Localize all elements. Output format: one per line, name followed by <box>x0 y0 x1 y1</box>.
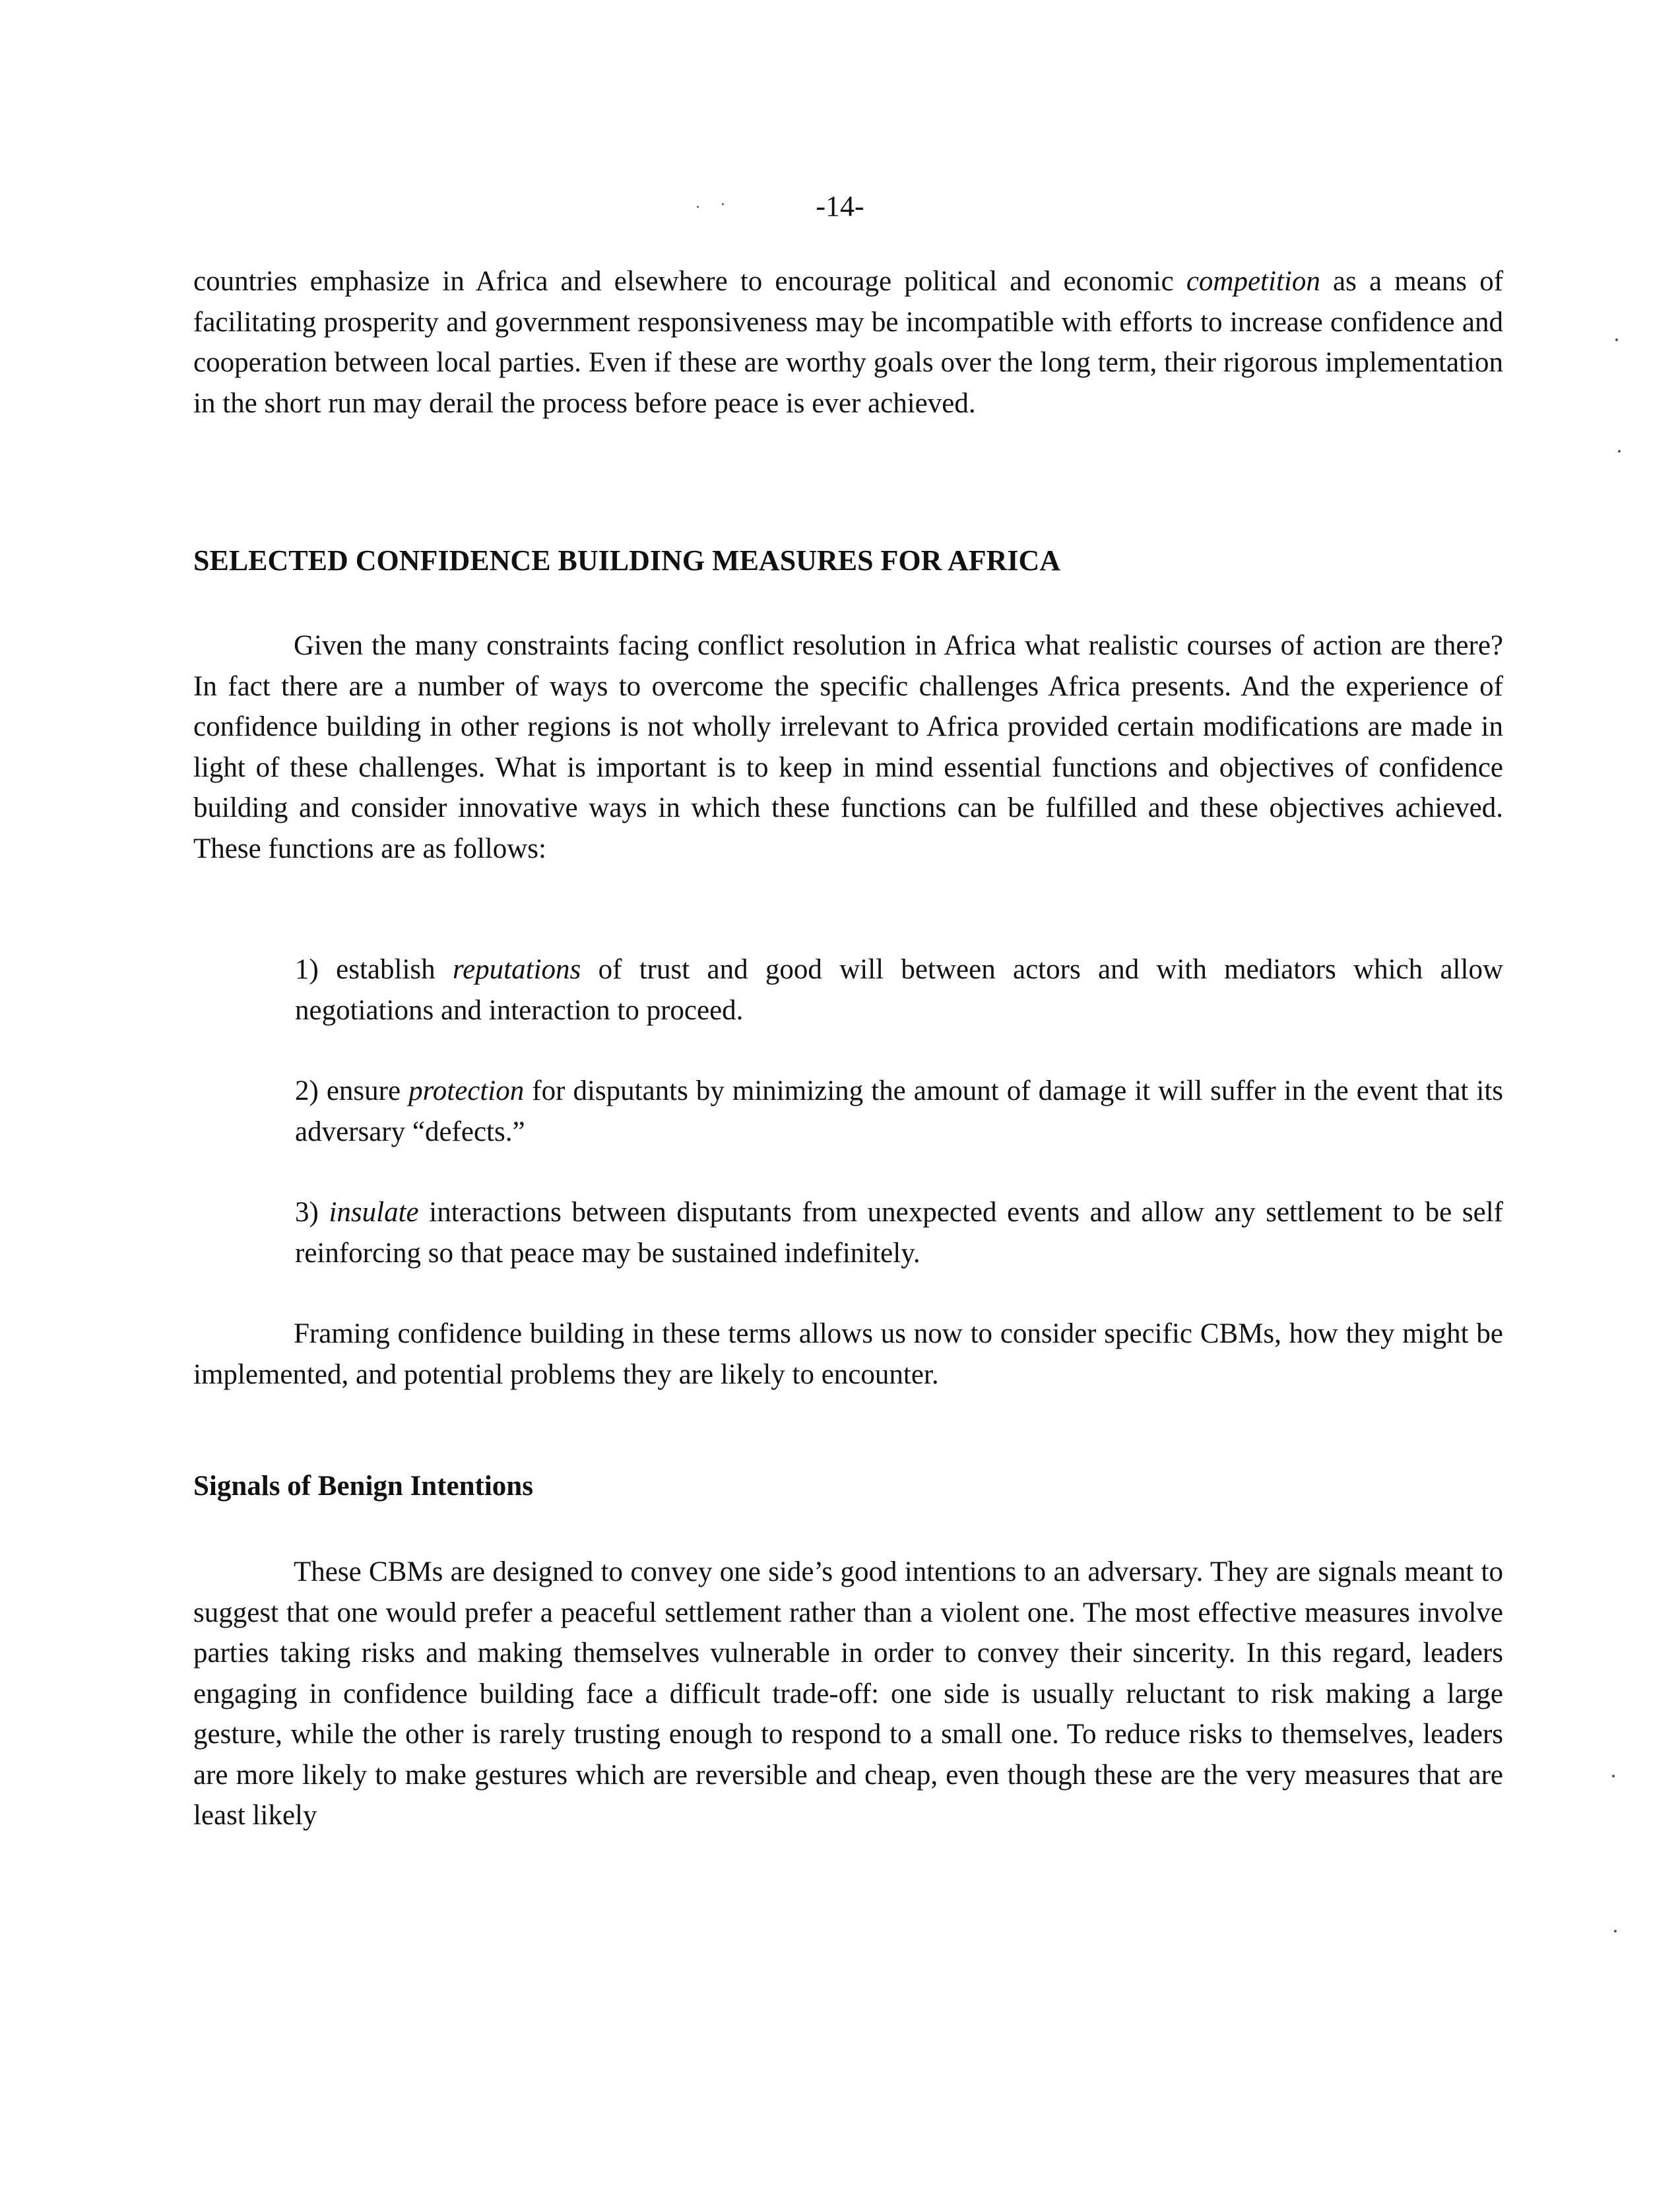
closing-paragraph-text: Framing confidence building in these terms allows us now to consider specific CBMs, how they might be implemented, and potential problems they are likely to encounter. <box>193 1318 1503 1390</box>
list-item <box>295 949 1503 1031</box>
list-item-prefix: 1) establish <box>295 954 453 985</box>
intro-paragraph-text <box>193 261 1503 424</box>
scan-speck <box>1615 338 1618 341</box>
closing-paragraph <box>193 1314 1503 1395</box>
intro-text-part2: as a means of facilitating prosperity and government responsiveness may be incompatible with efforts to increase confidence and cooperation between local parties. Even if these are worthy goals over the long term, their rigorous implementation in the short run may derail the process before peace is ever achieved. <box>193 266 1504 419</box>
scan-speck <box>1618 450 1621 453</box>
list-item-italic: reputations <box>452 954 581 985</box>
list-item-suffix: for disputants by minimizing the amount of damage it will suffer in the event that its adversary “defects.” <box>295 1075 1504 1147</box>
page-number: -14- <box>816 190 864 222</box>
scan-speck <box>1614 1930 1617 1932</box>
list-item-suffix: interactions between disputants from unexpected events and allow any settlement to be self reinforcing so that peace may be sustained indefinitely. <box>295 1197 1503 1269</box>
list-item-italic: insulate <box>329 1197 419 1228</box>
scan-speck <box>722 203 724 205</box>
intro-text-italic: competition <box>1186 266 1320 297</box>
intro-text-part1: countries emphasize in Africa and elsewhere to encourage political and economic <box>193 266 1186 297</box>
list-item-prefix: 3) <box>295 1197 329 1228</box>
section-paragraph-text: Given the many constraints facing conflict resolution in Africa what realistic courses of action are there? In fact there are a number of ways to overcome the specific challenges Africa presents. And the experience of confidence building in other regions is not wholly irrelevant to Africa provided certain modifications are made in light of these challenges. What is important is to keep in mind essential functions and objectives of confidence building and consider innovative ways in which these functions can be fulfilled and these objectives achieved. These functions are as follows: <box>193 630 1503 864</box>
subsection-paragraph <box>193 1552 1503 1836</box>
subsection-heading: Signals of Benign Intentions <box>193 1471 533 1502</box>
list-item-suffix: of trust and good will between actors and with mediators which allow negotiations and interaction to proceed. <box>295 954 1503 1026</box>
intro-paragraph <box>193 261 1503 424</box>
list-item-italic: protection <box>408 1075 525 1106</box>
list-item <box>295 1192 1503 1273</box>
subsection-paragraph-text: These CBMs are designed to convey one side’s good intentions to an adversary. They are signals meant to suggest that one would prefer a peaceful settlement rather than a violent one. The most effective measures involve parties taking risks and making themselves vulnerable in order to convey their sincerity. In this regard, leaders engaging in confidence building face a difficult trade-off: one side is usually reluctant to risk making a large gesture, while the other is rarely trusting enough to respond to a small one. To reduce risks to themselves, leaders are more likely to make gestures which are reversible and cheap, even though these are the very measures that are least likely <box>193 1556 1503 1831</box>
list-item <box>295 1071 1503 1152</box>
section-heading: SELECTED CONFIDENCE BUILDING MEASURES FOR AFRICA <box>193 544 1061 577</box>
list-item-prefix: 2) ensure <box>295 1075 409 1106</box>
scan-speck <box>697 206 699 208</box>
section-paragraph <box>193 625 1503 869</box>
scan-speck <box>1612 1775 1615 1777</box>
